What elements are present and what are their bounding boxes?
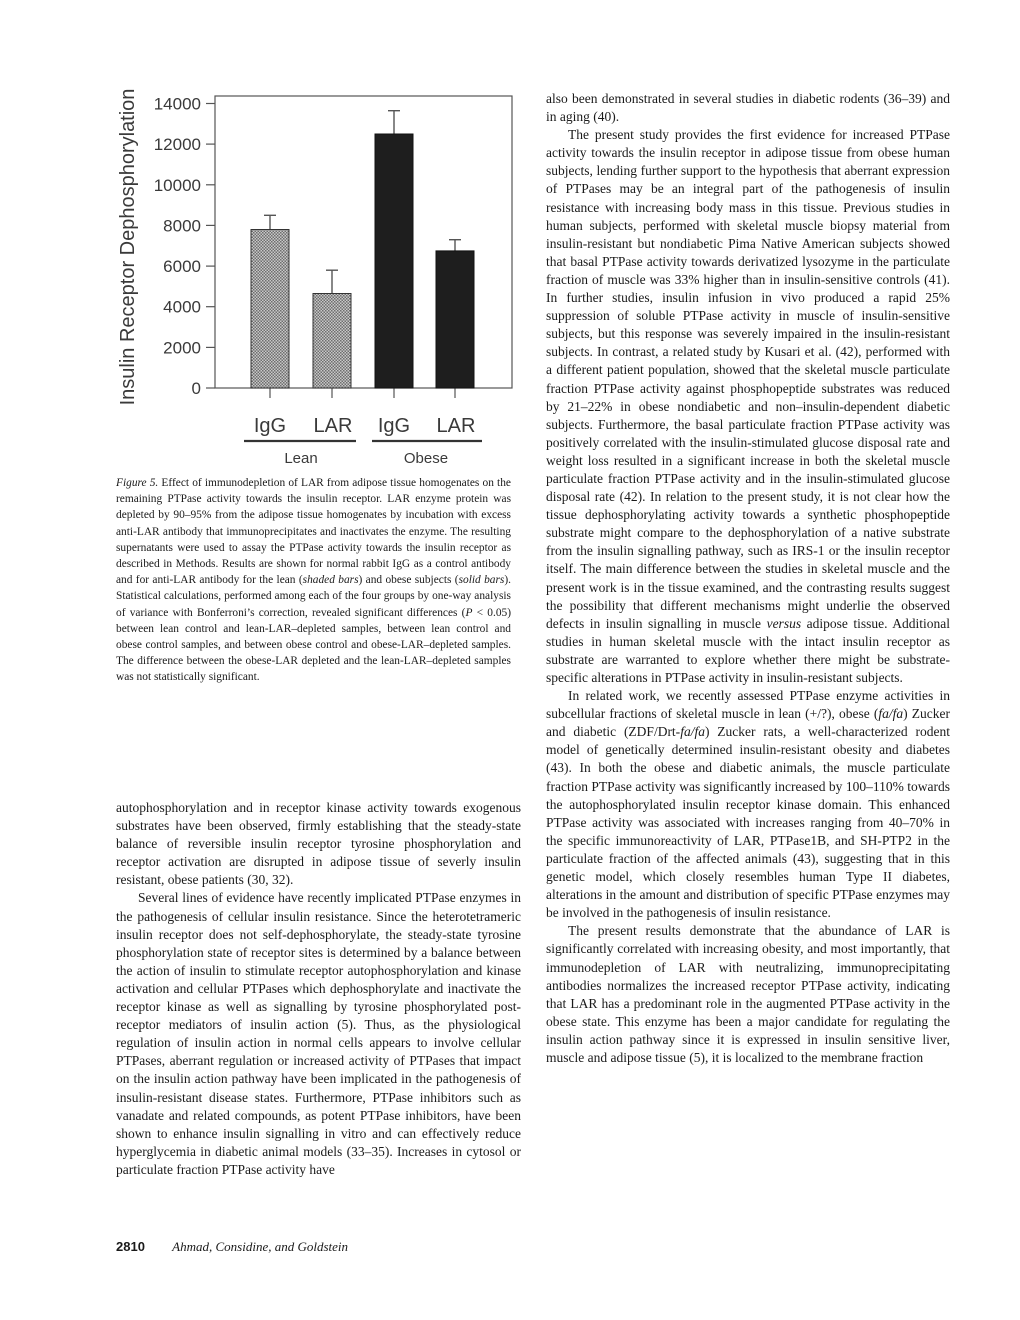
page-footer bbox=[116, 1239, 348, 1255]
paragraph: also been demonstrated in several studies in diabetic rodents (36–39) and in aging (40). bbox=[546, 91, 950, 125]
group-label-obese: Obese bbox=[403, 450, 449, 467]
paragraph: autophosphorylation and in receptor kinase activity towards exogenous substrates have been observed, firmly establishing that the steady-state balance of reversible insulin receptor tyrosine phosphorylation and receptor activation are disrupted in adipose tissue of severly insulin resistant, obese patients (30, 32). bbox=[116, 800, 521, 888]
caption-text: Effect of immunodepletion of LAR from adipose tissue homogenates on the remaining PTPase activity towards the insulin receptor. LAR enzyme protein was depleted by 90–95% from the adipose tissue homogenates by incubation with excess anti-LAR antibody that immunoprecipitates and inactivates the enzyme. The resulting supernatants were used to assay the PTPase activity towards the insulin receptor as described in Methods. Results are shown for normal rabbit IgG as a control antibody and for anti-LAR antibody for the lean ( bbox=[116, 477, 511, 587]
figure-caption bbox=[116, 475, 511, 686]
group-label-lean: Lean bbox=[284, 450, 318, 467]
x-tick-label: LAR bbox=[436, 415, 476, 437]
text: versus bbox=[766, 615, 802, 631]
text: In related work, we recently assessed PTPase enzyme activities in subcellular fractions of skeletal muscle in lean (+/?), obese ( bbox=[546, 688, 950, 722]
y-tick-label: 8000 bbox=[163, 216, 201, 236]
bar-lean-lar bbox=[313, 294, 351, 389]
running-authors: Ahmad, Considine, and Goldstein bbox=[172, 1239, 349, 1254]
x-tick-label: IgG bbox=[377, 415, 411, 437]
y-axis-label: Insulin Receptor Dephosphorylation bbox=[117, 88, 139, 406]
x-tick-label: IgG bbox=[253, 415, 287, 437]
page-number: 2810 bbox=[116, 1239, 145, 1254]
text: ) Zucker and diabetic (ZDF/Drt- bbox=[546, 706, 950, 740]
y-tick-label: 10000 bbox=[153, 175, 201, 195]
y-tick-label: 0 bbox=[191, 379, 201, 398]
right-column bbox=[546, 90, 950, 1067]
y-tick-label: 4000 bbox=[163, 297, 201, 317]
y-tick-label: 2000 bbox=[163, 338, 201, 358]
y-tick-label: 14000 bbox=[153, 94, 201, 114]
text: adipose tissue. Additional studies in human skeletal muscle with the intact insulin receptor as substrate are warranted to explore whether there might be substrate-specific alterations in PTPase activity in insulin-resistant subjects. bbox=[546, 615, 950, 685]
bar-chart bbox=[100, 85, 530, 475]
y-axis bbox=[206, 104, 215, 389]
paragraph: Several lines of evidence have recently implicated PTPase enzymes in the pathogenesis of cellular insulin resistance. Since the heterotetrameric insulin receptor does not self-dephosphorylate, the steady-state tyrosine phosphorylation state of receptor sites is determined by a balance between the action of insulin to stimulate receptor autophosphorylation and kinase activation and cellular PTPases which dephosphorylate and inactivate the receptor kinase as well as signalling by tyrosine phosphorylated post-receptor mediators of insulin action (5). Thus, as the physiological regulation of insulin action in normal cells appears to involve cellular PTPases, aberrant regulation or increased activity of PTPases that impact on the insulin action pathway have been implicated in the pathogenesis of insulin-resistant disease states. Furthermore, PTPase inhibitors such as vanadate and related compounds, as potent PTPase inhibitors, have been shown to enhance insulin signalling in vitro and can effectively reduce hyperglycemia in diabetic animal models (33–35). Increases in cytosol or particulate fraction PTPase activity have bbox=[116, 890, 521, 1177]
text: The present study provides the first evidence for increased PTPase activity towards the insulin receptor in adipose tissue from obese human subjects, lending further support to the hypothesis that aberrant expression of PTPases may be an integral part of the pathogenesis of insulin resistance with increasing body mass in this tissue. Previous studies in human subjects, performed with skeletal muscle biopsy material from insulin-resistant but nondiabetic Pima Native American subjects showed that basal PTPase activity towards derivatized lysozyme in the particulate fraction of muscle was 33% higher than in insulin-sensitive controls (41). In further studies, insulin infusion in vivo produced a rapid 25% suppression of soluble PTPase activity in muscle of insulin-sensitive subjects, but this response was severely impaired in the insulin-resistant subjects. In contrast, a related study by Kusari et al. (42), performed with a different patient population, showed that the skeletal muscle particulate fraction PTPase activity against phosphopeptide substrates was reduced by 21–22% in obese nondiabetic and non–insulin-dependent diabetic subjects. Furthermore, the basal particulate fraction PTPase activity was positively correlated with the insulin-stimulated glucose disposal rate and weight loss resulted in a significant increase in both the skeletal muscle particulate fraction PTPase activity and in the insulin-stimulated glucose disposal rate (42). In relation to the present study, it is not clear how the tissue dephosphorylating activity towards a synthetic phosphopeptide substrate might compare to the dephosphorylation of a native substrate from the insulin signalling pathway, such as IRS-1 or the insulin receptor itself. The main difference between the studies in skeletal muscle and the present work is in the tissue examined, and the contrasting results suggest the possibility that different mechanisms might underlie the observed defects in insulin signalling in muscle bbox=[546, 127, 950, 631]
paragraph bbox=[546, 687, 950, 922]
bar-lean-igg bbox=[251, 230, 289, 389]
y-tick-label: 12000 bbox=[153, 135, 201, 155]
paragraph bbox=[546, 126, 950, 687]
caption-text: P bbox=[465, 606, 473, 619]
text: fa/fa bbox=[878, 706, 904, 722]
caption-text: ). Statistical calculations, performed among each of the four groups by one-way analysis of variance with Bonferroni’s correction, revealed significant differences ( bbox=[116, 574, 511, 619]
x-tick-label: LAR bbox=[313, 415, 353, 437]
figure-label: Figure 5. bbox=[116, 477, 159, 489]
y-tick-label: 6000 bbox=[163, 257, 201, 277]
text: fa/fa bbox=[680, 724, 705, 740]
bar-obese-igg bbox=[375, 134, 413, 388]
bar-obese-lar bbox=[436, 251, 474, 388]
caption-text: solid bars bbox=[458, 574, 505, 587]
left-column bbox=[116, 799, 521, 1179]
text: ) Zucker rats, a well-characterized rodent model of genetically determined insulin-resistant obesity and diabetes (43). In both the obese and diabetic animals, the muscle particulate fraction PTPase activity was significantly increased by 100–110% towards the autophosphorylated insulin receptor kinase domain. This enhanced PTPase activity was associated with increases ranging from 40–70% in the specific immunoreactivity of LAR, PTPase1B, and SH-PTP2 in the particulate fraction of the affected animals (43), suggesting that in this genetic model, which closely resembles human Type II diabetes, alterations in the amount and distribution of specific PTPase enzymes may be involved in the pathogenesis of insulin resistance. bbox=[546, 724, 950, 921]
caption-text: shaded bars bbox=[302, 574, 359, 587]
paragraph: The present results demonstrate that the abundance of LAR is significantly correlated with increasing obesity, and most importantly, that immunodepletion of LAR with neutralizing, immunoprecipitating antibodies normalizes the increased receptor PTPase activity, indicating that LAR has a predominant role in the augmented PTPase activity in the obese state. This enzyme has been a major candidate for regulating the insulin action pathway since it is expressed in insulin sensitive liver, muscle and adipose tissue (5), it is localized to the membrane fraction bbox=[546, 923, 950, 1065]
error-bars bbox=[264, 111, 461, 294]
caption-text: ) and obese subjects ( bbox=[358, 574, 459, 587]
caption-text: < 0.05) between lean control and lean-LAR–depleted samples, between lean control and obese control samples, and between obese control and obese-LAR–depleted samples. The difference between the obese-LAR depleted and the lean-LAR–depleted samples was not statistically significant. bbox=[116, 606, 511, 684]
figure-5 bbox=[100, 85, 530, 475]
